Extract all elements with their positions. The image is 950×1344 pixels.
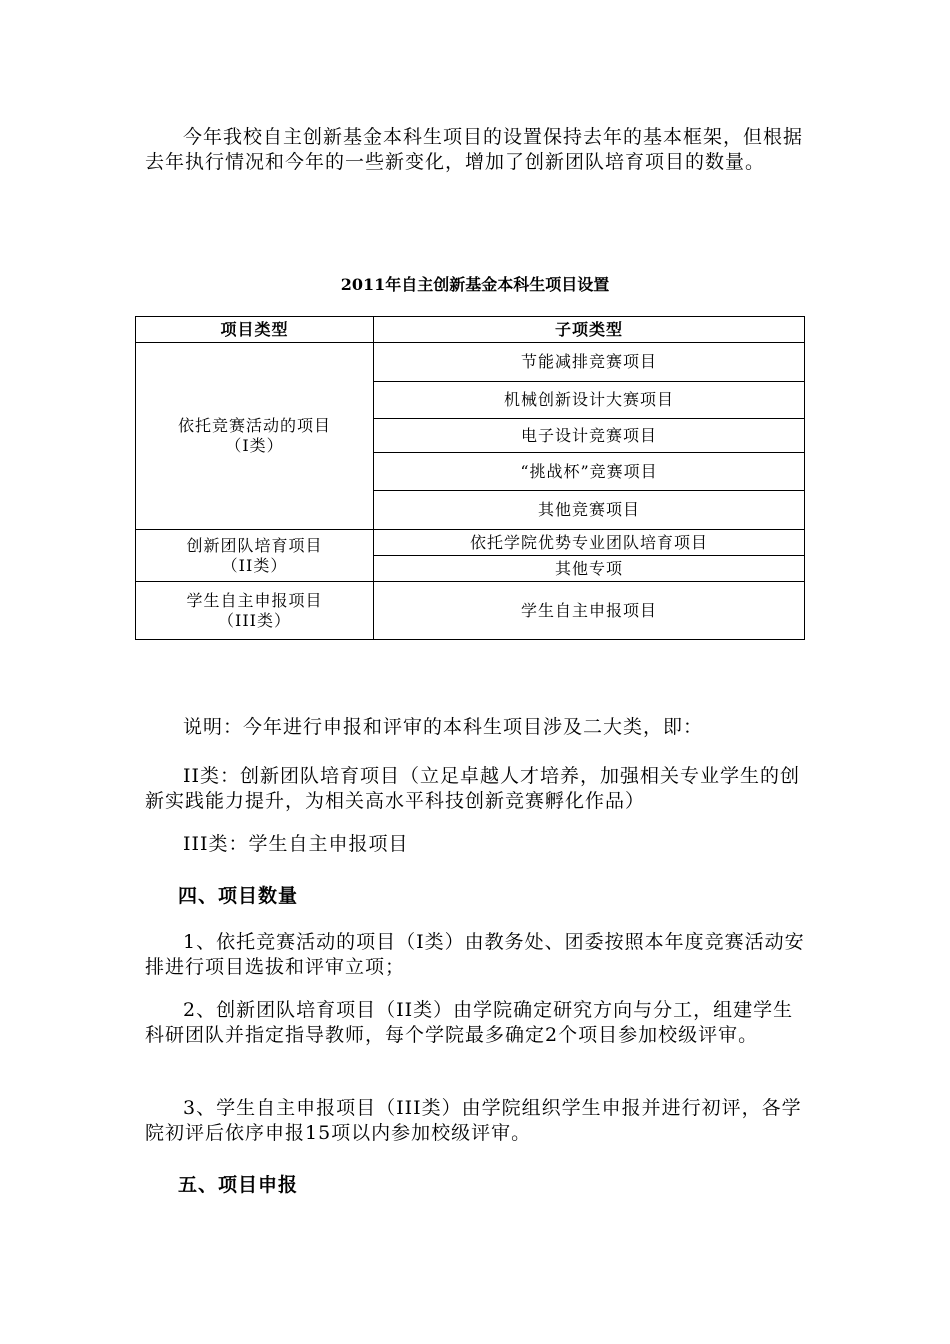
intro-paragraph: 今年我校自主创新基金本科生项目的设置保持去年的基本框架，但根据去年执行情况和今年的一些新变化，增加了创新团队培育项目的数量。 <box>145 126 804 173</box>
subitem-cell: 电子设计竞赛项目 <box>374 419 805 453</box>
category-name: 创新团队培育项目 <box>186 535 323 555</box>
subitem-cell: 其他专项 <box>374 556 805 582</box>
category-name: 学生自主申报项目 <box>186 590 323 610</box>
class2-paragraph: II类：创新团队培育项目（立足卓越人才培养，加强相关专业学生的创新实践能力提升，为相关高水平科技创新竞赛孵化作品） <box>145 765 801 812</box>
subitem-cell: 其他竞赛项目 <box>374 491 805 530</box>
subitem-cell: 机械创新设计大赛项目 <box>374 382 805 419</box>
table-header-row <box>136 317 805 343</box>
table-row <box>136 582 805 640</box>
section4-item-3: 3、学生自主申报项目（III类）由学院组织学生申报并进行初评，各学院初评后依序申报15项以内参加校级评审。 <box>145 1097 802 1144</box>
category-code: （III类） <box>218 610 291 630</box>
table-row <box>136 343 805 382</box>
category-name: 依托竞赛活动的项目 <box>177 416 331 435</box>
project-settings-table <box>135 316 805 640</box>
header-subitem-type: 子项类型 <box>374 317 805 343</box>
category-cell-class2 <box>136 530 374 582</box>
class3-paragraph: III类：学生自主申报项目 <box>183 833 409 855</box>
section5-heading: 五、项目申报 <box>178 1174 299 1196</box>
category-cell-class1 <box>136 343 374 530</box>
subitem-cell: 学生自主申报项目 <box>374 582 805 640</box>
section4-item-1: 1、依托竞赛活动的项目（I类）由教务处、团委按照本年度竞赛活动安排进行项目选拔和评审立项； <box>145 931 805 978</box>
category-code: （I类） <box>225 436 284 455</box>
note-paragraph: 说明：今年进行申报和评审的本科生项目涉及二大类，即： <box>183 716 704 738</box>
table-caption: 2011年自主创新基金本科生项目设置 <box>340 275 610 294</box>
subitem-cell: “挑战杯”竞赛项目 <box>374 453 805 491</box>
section4-heading: 四、项目数量 <box>178 885 299 907</box>
header-project-type: 项目类型 <box>136 317 374 343</box>
category-cell-class3 <box>136 582 374 640</box>
subitem-cell: 依托学院优势专业团队培育项目 <box>374 530 805 556</box>
category-code: （II类） <box>221 555 288 575</box>
table-row <box>136 530 805 556</box>
subitem-cell: 节能减排竞赛项目 <box>374 343 805 382</box>
section4-item-2: 2、创新团队培育项目（II类）由学院确定研究方向与分工，组建学生科研团队并指定指导教师，每个学院最多确定2个项目参加校级评审。 <box>145 999 794 1046</box>
